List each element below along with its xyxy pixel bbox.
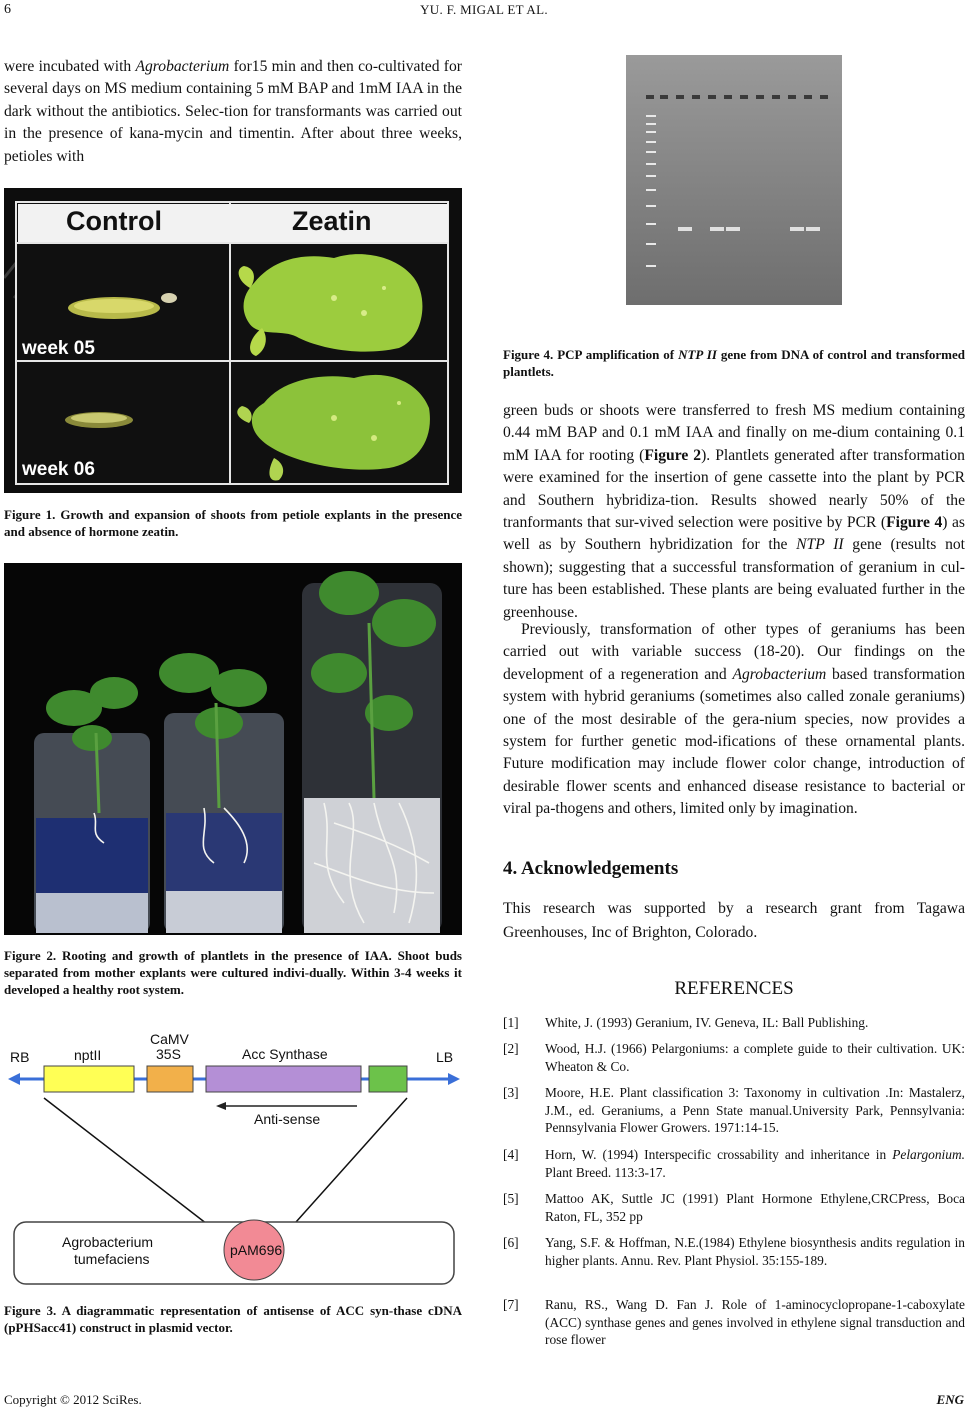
acc-synthase-box: [206, 1066, 361, 1092]
references-heading: REFERENCES: [674, 978, 794, 999]
label-week06: week 06: [22, 459, 95, 480]
figure1-caption: Figure 1. Growth and expansion of shoots from petiole explants in the presence and absence of hormone zeatin.: [4, 507, 462, 539]
figure3-diagram: [4, 1026, 462, 1290]
label-35s: 35S: [156, 1046, 181, 1062]
control-sample-week06: [65, 412, 133, 428]
label-acc-synthase: Acc Synthase: [242, 1046, 328, 1062]
acknowledgements-heading: 4. Acknowledgements: [503, 858, 679, 879]
journal-abbrev: ENG: [936, 1392, 964, 1407]
reference-item: [2] Wood, H.J. (1966) Pelargoniums: a complete guide to their cultivation. UK: Wheaton & Co.: [503, 1041, 965, 1074]
label-control: Control: [66, 206, 162, 236]
label-pam696: pAM696: [230, 1242, 283, 1258]
reference-item: [6] Yang, S.F. & Hoffman, N.E.(1984) Ethylene biosynthesis andits regulation in higher plants. Annu. Rev. Plant Physiol. 35:155-189.: [503, 1235, 965, 1268]
label-tumefaciens: tumefaciens: [74, 1251, 150, 1267]
left-arrow-icon: [8, 1073, 20, 1085]
right-arrow-icon: [448, 1073, 460, 1085]
label-anti-sense: Anti-sense: [254, 1111, 321, 1127]
figure3-caption: Figure 3. A diagrammatic representation of antisense of ACC syn-thase cDNA (pPHSacc41) construct in plasmid vector.: [4, 1303, 462, 1335]
paragraph-discussion: Previously, transformation of other types of geraniums has been carried out with variable success (18-20). Our findings on the development of a regeneration and Agrobacterium based transformation system with hybrid geraniums (sometimes also called zonale geraniums) one of the most desirable of the gera-nium species, now provides a system for further genetic mod-ifications of these ornamental plants. Future modification may include flower color change, introduction of desirable flower scents and enhanced disease resistance to bacterial or viral pa-thogens and others, limited only by imagination.: [503, 621, 966, 818]
reference-item: [5] Mattoo AK, Suttle JC (1991) Plant Hormone Ethylene,CRCPress, Boca Raton, FL, 352 pp: [503, 1191, 965, 1224]
acknowledgements-text: This research was supported by a research grant from Tagawa Greenhouses, Inc of Brighton, Colorado.: [503, 900, 965, 941]
paragraph-results: green buds or shoots were transferred to fresh MS medium containing 0.44 mM BAP and 0.1 mM IAA and finally on me-dium containing 0.1 mM IAA for rooting (Figure 2). Plantlets generated after transformation were examined for the insertion of gene cassette into the plant by PCR and Southern hybridiza-tion. Results showed nearly 50% of the tranformants that sur-vived selection were positive by PCR (Figure 4) as well as by Southern hybridization for the NTP II gene (results not shown); suggesting that a successful transformation of geranium in cul-ture has been established. These plants are being evaluated further in the greenhouse.: [503, 402, 966, 621]
label-agrobacterium: Agrobacterium: [62, 1234, 154, 1250]
running-title: YU. F. MIGAL ET AL.: [420, 2, 548, 17]
camv-box: [147, 1066, 193, 1092]
label-rb: RB: [10, 1049, 30, 1065]
reference-item: [1] White, J. (1993) Geranium, IV. Geneva, IL: Ball Publishing.: [503, 1015, 869, 1030]
label-lb: LB: [436, 1049, 454, 1065]
figure2-photo: [4, 563, 462, 935]
label-zeatin: Zeatin: [292, 206, 372, 236]
intro-paragraph: were incubated with Agrobacterium for15 min and then co-cultivated for several days on MS medium containing 5 mM BAP and 1mM IAA in the dark without the antibiotics. Selec-tion for transformants was carried out in the presence of kana-mycin and timentin. After about three weeks, petioles with: [4, 58, 462, 165]
figure1-photo: [4, 188, 462, 493]
nptii-box: [44, 1066, 134, 1092]
figure4-caption: Figure 4. PCP amplification of NTP II gene from DNA of control and transformed plantlets.: [503, 347, 966, 379]
terminator-box: [369, 1066, 407, 1092]
reference-item: [3] Moore, H.E. Plant classification 3: Taxonomy in cultivation .In: Mastalerz, J.M., ed. Geraniums, a Penn State manual.University Park, Pennsylvania: Pennsylvania Flower Growers. 1971:14-15.: [503, 1085, 965, 1135]
label-camv: CaMV: [150, 1031, 189, 1047]
reference-item: [7] Ranu, RS., Wang D. Fan J. Role of 1-aminocyclopropane-1-caboxylate (ACC) synthase genes and genes involved in ethylene signal transduction and rose flower: [503, 1297, 965, 1347]
reference-item: [4] Horn, W. (1994) Interspecific crossability and inheritance in Pelargonium. Plant Breed. 113:3-17.: [503, 1147, 965, 1180]
label-week05: week 05: [22, 338, 95, 359]
label-nptii: nptII: [74, 1047, 102, 1063]
antisense-arrow-icon: [216, 1102, 226, 1110]
page-number: 6: [4, 2, 11, 17]
copyright: Copyright © 2012 SciRes.: [4, 1392, 142, 1407]
figure2-caption: Figure 2. Rooting and growth of plantlets in the presence of IAA. Shoot buds separated from mother explants were cultured indivi-dually. Within 3-4 weeks it developed a healthy root system.: [4, 948, 462, 997]
figure4-gel: [626, 55, 842, 305]
